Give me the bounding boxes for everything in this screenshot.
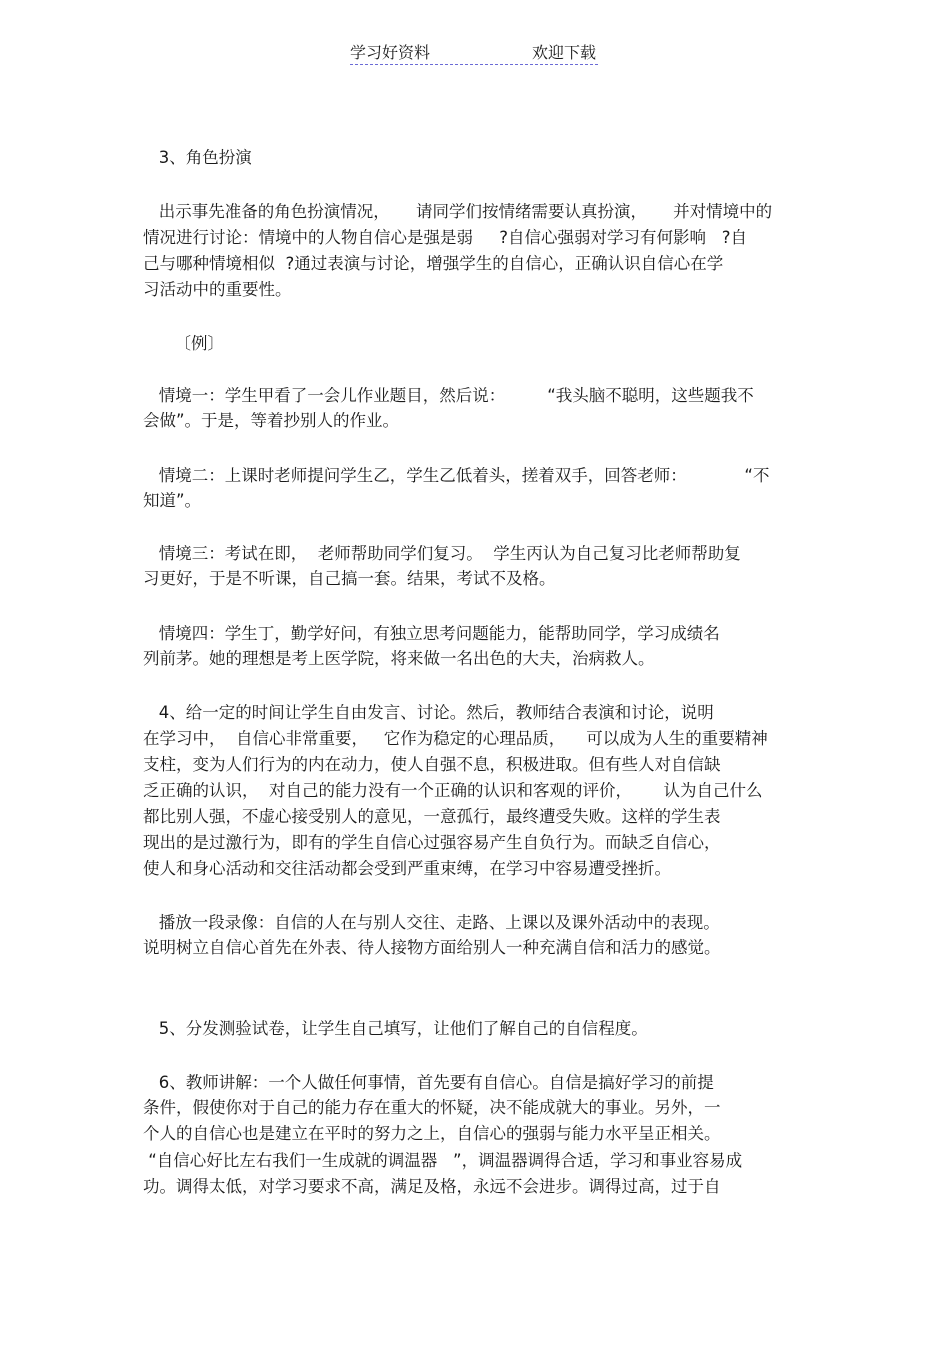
text-line: 都比别人强，不虚心接受别人的意见，一意孤行，最终遭受失败。这样的学生表 xyxy=(143,807,721,826)
text-line: 播放一段录像：自信的人在与别人交往、走路、上课以及课外活动中的表现。 xyxy=(143,913,720,932)
page-header xyxy=(350,42,598,65)
text-line: 情境三：考试在即， 老师帮助同学们复习。 学生丙认为自己复习比老师帮助复 xyxy=(143,544,741,563)
text-line: 情境四：学生丁，勤学好问，有独立思考问题能力，能帮助同学，学习成绩名 xyxy=(143,624,720,643)
text-line: 条件，假使你对于自己的能力存在重大的怀疑，决不能成就大的事业。另外，一 xyxy=(143,1098,721,1117)
text-line: 出示事先准备的角色扮演情况， 请同学们按情绪需要认真扮演， 并对情境中的 xyxy=(143,202,773,221)
text-line: 己与哪种情境相似 ?通过表演与讨论，增强学生的自信心，正确认识自信心在学 xyxy=(143,254,724,273)
text-line: 支柱，变为人们行为的内在动力，使人自强不息，积极进取。但有些人对自信缺 xyxy=(143,755,721,774)
text-line: 情境二：上课时老师提问学生乙，学生乙低着头，搓着双手，回答老师： “不 xyxy=(143,466,770,485)
text-line: 会做”。于是，等着抄别人的作业。 xyxy=(143,411,400,430)
section-heading: 5、分发测验试卷，让学生自己填写，让他们了解自己的自信程度。 xyxy=(143,1019,648,1038)
text-line: 现出的是过激行为，即有的学生自信心过强容易产生自负行为。而缺乏自信心， xyxy=(143,833,721,852)
text-line: 在学习中， 自信心非常重要， 它作为稳定的心理品质， 可以成为人生的重要精神 xyxy=(143,729,768,748)
text-line: 知道”。 xyxy=(143,491,202,510)
text-line: “自信心好比左右我们一生成就的调温器 ”，调温器调得合适，学习和事业容易成 xyxy=(143,1151,743,1170)
section-heading: 6、教师讲解：一个人做任何事情，首先要有自信心。自信是搞好学习的前提 xyxy=(143,1073,714,1092)
text-line: 乏正确的认识， 对自己的能力没有一个正确的认识和客观的评价， 认为自己什么 xyxy=(143,781,763,800)
text-line: 习活动中的重要性。 xyxy=(143,280,292,299)
text-line: 功。调得太低，对学习要求不高，满足及格，永远不会进步。调得过高，过于自 xyxy=(143,1177,721,1196)
text-line: 使人和身心活动和交往活动都会受到严重束缚，在学习中容易遭受挫折。 xyxy=(143,859,671,878)
header-right-text: 欢迎下载 xyxy=(531,43,596,62)
text-line: 情境一：学生甲看了一会儿作业题目，然后说： “我头脑不聪明，这些题我不 xyxy=(143,386,754,405)
text-line: 情况进行讨论：情境中的人物自信心是强是弱 ?自信心强弱对学习有何影响 ?自 xyxy=(143,228,747,247)
section-heading: 4、给一定的时间让学生自由发言、讨论。然后，教师结合表演和讨论，说明 xyxy=(143,703,714,722)
text-line: 个人的自信心也是建立在平时的努力之上，自信心的强弱与能力水平呈正相关。 xyxy=(143,1124,721,1143)
example-label: 〔例〕 xyxy=(143,334,224,353)
section-heading: 3、角色扮演 xyxy=(143,148,252,167)
text-line: 列前茅。她的理想是考上医学院，将来做一名出色的大夫，治病救人。 xyxy=(143,649,655,668)
text-line: 说明树立自信心首先在外表、待人接物方面给别人一种充满自信和活力的感觉。 xyxy=(143,938,721,957)
text-line: 习更好，于是不听课，自己搞一套。结果，考试不及格。 xyxy=(143,569,556,588)
header-left-text: 学习好资料 xyxy=(350,43,431,62)
